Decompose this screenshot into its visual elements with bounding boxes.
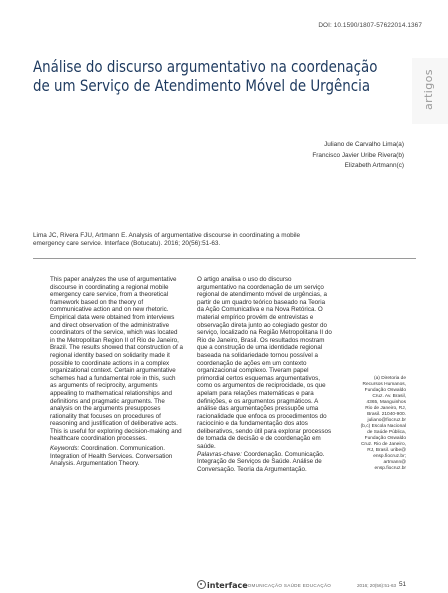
affiliation-line: Fundação Oswaldo — [364, 388, 406, 393]
affiliation-line: Brasil. 21040-900. — [367, 412, 406, 417]
affiliation-line: Fundação Oswaldo — [364, 436, 406, 441]
article-title — [33, 58, 403, 96]
email-link[interactable]: ensp.fiocruz.br — [374, 466, 406, 471]
affiliation-line: (b,c) Escola Nacional — [360, 424, 406, 429]
email-link[interactable]: juliano@fiocruz.br — [367, 418, 406, 423]
palavras-chave-text: Coordenação. Comunicação. Integração de Serviços de Saúde. Análise de Conversação. Teoria da Argumentação. — [197, 450, 325, 473]
interface-logo-icon — [197, 580, 206, 589]
divider — [33, 258, 416, 259]
journal-reference: 2016; 20(56):51-63 — [357, 583, 397, 588]
journal-logo — [197, 580, 248, 590]
author-affiliations — [342, 376, 406, 472]
section-tab-label: artigos — [422, 69, 435, 110]
citation: Lima JC, Rivera FJU, Artmann E. Analysis of argumentative discourse in coordinating a mobile emergency care service. Interface (Botucatu). 2016; 20(56):51-63. — [33, 232, 301, 248]
author: Francisco Javier Uribe Rivera(b) — [312, 151, 404, 159]
page-number: 51 — [399, 581, 407, 588]
keywords-text: Coordination. Communication. Integration of Health Services. Conversation Analysis. Argumentation Theory. — [50, 445, 173, 468]
email-link[interactable]: ensp.fiocruz.br; — [373, 454, 406, 459]
resumo-text: O artigo analisa o uso do discurso argumentativo na coordenação de um serviço regional de atendimento móvel de urgências, a partir de um quadro teórico baseado na Teoria da Ação Comunicativa e na Nova Retórica. O material empírico provém de entrevistas e observação direta junto ao colegiado gestor do serviço, localizado na Região Metropolitana II do Rio de Janeiro, Brasil. Os resultados mostram que a construção de uma identidade regional baseada na solidariedade tornou possível a coordenação de ações em um contexto organizacional complexo. Tiveram papel primordial certos esquemas argumentativos, como os argumentos de reciprocidade, os que apelam para relações matemáticas e para definições, e os argumentos pragmáticos. A análise das argumentações pressupõe uma racionalidade que enfoca os procedimentos do raciocínio e da fundamentação dos atos deliberativos, sendo útil para explorar processos de tomada de decisão e de coordenação em saúde. — [197, 276, 332, 451]
author-list — [312, 140, 404, 172]
keywords-portuguese — [197, 451, 332, 474]
email-link[interactable]: RJ, Brasil. uribe@ — [367, 448, 406, 453]
title-line-2: de um Serviço de Atendimento Móvel de Urgência — [33, 77, 371, 95]
affiliation-line: (a) Diretoria de — [374, 376, 406, 381]
journal-tagline: COMUNICAÇÃO SAÚDE EDUCAÇÃO — [244, 583, 332, 588]
author: Juliano de Carvalho Lima(a) — [324, 141, 404, 148]
abstract-text: This paper analyzes the use of argumentative discourse in coordinating a regional mobile emergency care service, from a theoretical framework based on the theory of communicative action and on new rhetoric. Empirical data were obtained from interviews and direct observation of the administrative coordinators of the service, which was located in the Metropolitan Region II of Rio de Janeiro, Brazil. The results showed that construction of a regional identity based on solidarity made it possible to coordinate actions in a complex organizational context. Certain argumentative schemes had a fundamental role in this, such as arguments of reciprocity, arguments appealing to mathematical relationships and definitions and pragmatic arguments. The analysis on the arguments presupposes rationality that focuses on procedures of reasoning and justification of deliberative acts. This is useful for exploring decision-making and healthcare coordination processes. — [50, 276, 183, 443]
title-line-1: Análise do discurso argumentativo na coordenação — [33, 58, 378, 76]
affiliation-line: Recursos Humanos, — [362, 382, 406, 387]
email-link[interactable]: artmann@ — [383, 460, 406, 465]
logo-text: interface — [207, 581, 248, 590]
affiliation-line: de Saúde Pública, — [367, 430, 406, 435]
palavras-chave-label: Palavras-chave: — [197, 450, 242, 458]
keywords-english — [50, 445, 183, 468]
affiliation-line: 4365, Manguinhos — [366, 400, 406, 405]
doi[interactable]: DOI: 10.1590/1807-57622014.1367 — [318, 22, 422, 29]
section-tab — [412, 58, 448, 124]
affiliation-line: Cruz. Av. Brasil, — [372, 394, 406, 399]
abstract-english — [50, 276, 183, 468]
abstract-portuguese — [197, 276, 332, 473]
keywords-label: Keywords: — [50, 445, 80, 453]
affiliation-line: Cruz. Rio de Janeiro, — [360, 442, 406, 447]
affiliation-line: Rio de Janeiro, RJ, — [365, 406, 406, 411]
author: Elizabeth Artmann(c) — [344, 162, 404, 170]
